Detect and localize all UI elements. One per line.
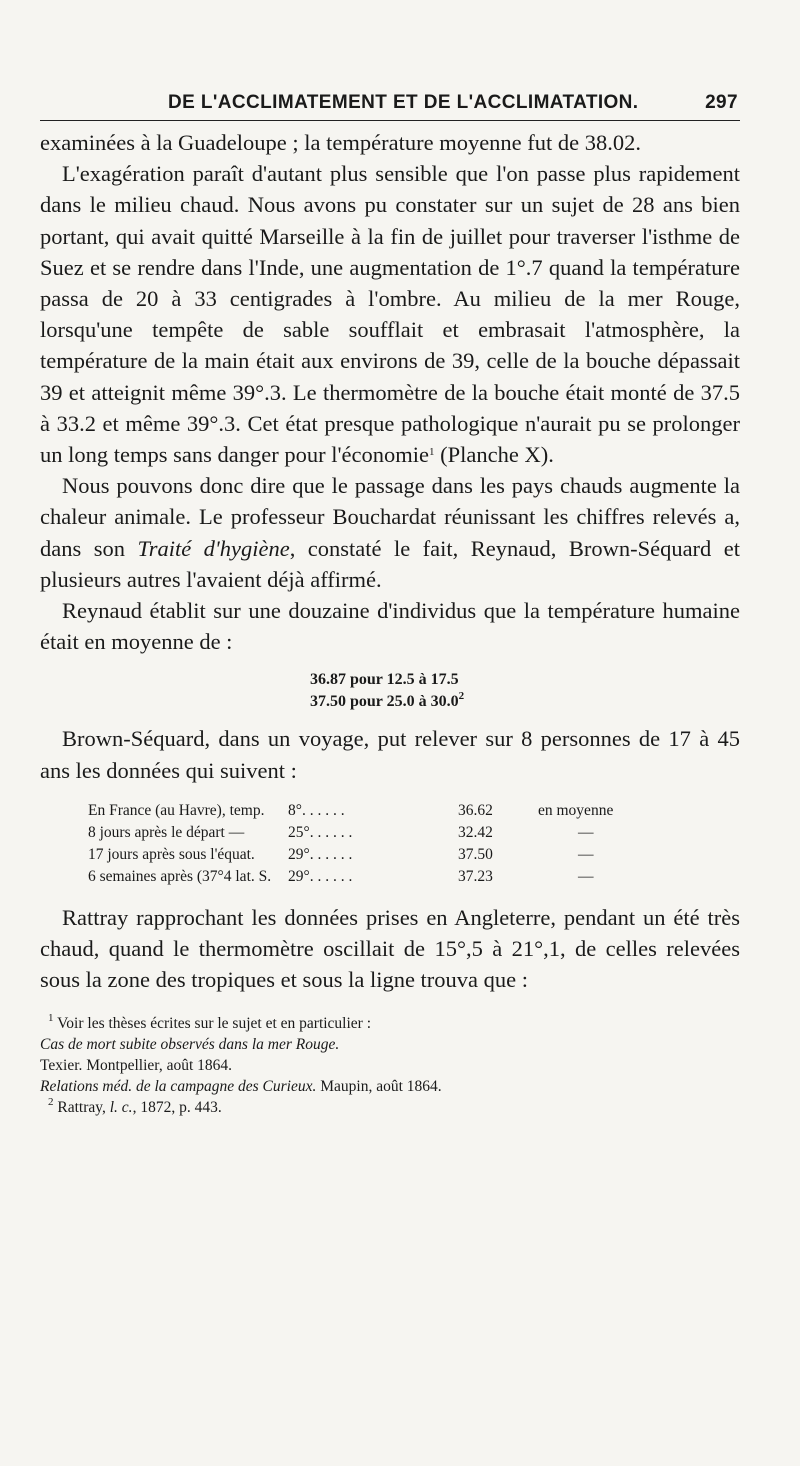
unit-cell <box>538 844 658 866</box>
paragraph-3 <box>40 470 740 595</box>
reynaud-temp-row: 36.87 pour 12.5 à 17.5 <box>310 671 459 689</box>
table-row <box>88 866 658 888</box>
value-cell: 32.42 <box>458 823 493 841</box>
temp-cell: 29°. . . . . . <box>288 845 353 863</box>
temp-cell: 25°. . . . . . <box>288 823 353 841</box>
footnote-1-line-4 <box>40 1076 740 1097</box>
running-head <box>40 88 740 121</box>
paragraph-5: Brown-Séquard, dans un voyage, put relever sur 8 personnes de 17 à 45 ans les données qui suivent : <box>40 726 740 783</box>
footnotes <box>40 1013 740 1118</box>
paragraph-4: Reynaud établit sur une douzaine d'individus que la température humaine était en moyenne de : <box>40 598 740 655</box>
reynaud-temp-text: 37.50 pour 25.0 à 30.0 <box>310 693 459 711</box>
book-page <box>40 88 740 1118</box>
page-body <box>40 127 740 1118</box>
paragraph-2 <box>40 158 740 470</box>
paragraph-6: Rattray rapprochant les données prises en Angleterre, pendant un été très chaud, quand le thermomètre oscillait de 15°,5 à 21°,1, de celles relevées sous la zone des tropiques et sous la ligne trouva que : <box>40 904 740 993</box>
voyage-table <box>88 800 658 888</box>
footnote-ref-1: 1 <box>428 446 435 459</box>
footnote-1-line-3: Texier. Montpellier, août 1864. <box>40 1057 233 1075</box>
temp-cell: 29°. . . . . . <box>288 867 353 885</box>
table-row <box>88 822 658 844</box>
reynaud-temp-row <box>310 691 740 713</box>
unit-cell <box>538 822 658 844</box>
footnote-1-text: Voir les thèses écrites sur le sujet et en particulier : <box>53 1015 372 1033</box>
unit-cell <box>538 866 658 888</box>
reynaud-temperatures <box>310 669 740 713</box>
paragraph-3-text-b: , constaté le fait, Reynaud, Brown-Séquard et plusieurs autres l'avaient déjà affirmé. <box>40 535 740 592</box>
footnote-2-italic: l. c. <box>109 1099 133 1117</box>
unit-cell: en moyenne <box>538 801 614 819</box>
book-title-italic: Traité d'hygiène <box>137 535 290 561</box>
paragraph-1: examinées à la Guadeloupe ; la température moyenne fut de 38.02. <box>40 130 642 155</box>
value-cell: 37.23 <box>458 867 493 885</box>
table-row <box>88 844 658 866</box>
place-cell: 17 jours après sous l'équat. <box>88 845 255 863</box>
footnote-1-rest: Maupin, août 1864. <box>316 1078 442 1096</box>
page-number: 297 <box>705 92 738 113</box>
footnote-1-line-2: Cas de mort subite observés dans la mer Rouge. <box>40 1036 340 1054</box>
footnote-1-line-1 <box>40 1013 740 1034</box>
footnote-1-mark: 1 <box>48 1012 54 1025</box>
value-cell: 37.50 <box>458 845 493 863</box>
footnote-1-italic: Relations méd. de la campagne des Curieux. <box>40 1078 317 1096</box>
paragraph-2-tail: (Planche X). <box>434 442 554 468</box>
ditto-mark: — <box>578 867 594 885</box>
running-title: DE L'ACCLIMATEMENT ET DE L'ACCLIMATATION. <box>168 92 639 113</box>
footnote-2 <box>40 1097 740 1118</box>
place-cell: 8 jours après le départ — <box>88 823 245 841</box>
paragraph-2-text: L'exagération paraît d'autant plus sensible que l'on passe plus rapidement dans le milieu chaud. Nous avons pu constater sur un sujet de 28 ans bien portant, qui avait quitté Marseille à la fin de juillet pour traverser l'isthme de Suez et se rendre dans l'Inde, une augmentation de 1°.7 quand la température passa de 20 à 33 centigrades à l'ombre. Au milieu de la mer Rouge, lorsqu'une tempête de sable soufflait et embrasait l'atmosphère, la température de la main était aux environs de 39, celle de la bouche dépassait 39 et atteignit même 39°.3. Le thermomètre de la bouche était monté de 37.5 à 33.2 et même 39°.3. Cet état presque pathologique n'aurait pu se prolonger un long temps sans danger pour l'économie <box>40 161 740 468</box>
footnote-2-text-a: Rattray, <box>53 1099 110 1117</box>
table-row <box>88 800 658 822</box>
footnote-ref-2: 2 <box>458 690 465 703</box>
paragraph-3-text-a: Nous pouvons donc dire que le passage dans les pays chauds augmente la chaleur animale. Le professeur Bouchardat réunissant les chiffres relevés a, dans son <box>40 473 740 561</box>
place-cell: En France (au Havre), temp. <box>88 801 265 819</box>
temp-cell: 8°. . . . . . <box>288 801 345 819</box>
value-cell: 36.62 <box>458 801 493 819</box>
ditto-mark: — <box>578 845 594 863</box>
footnote-2-mark: 2 <box>48 1096 54 1109</box>
ditto-mark: — <box>578 823 594 841</box>
place-cell: 6 semaines après (37°4 lat. S. <box>88 867 272 885</box>
footnote-2-text-b: , 1872, p. 443. <box>132 1099 222 1117</box>
